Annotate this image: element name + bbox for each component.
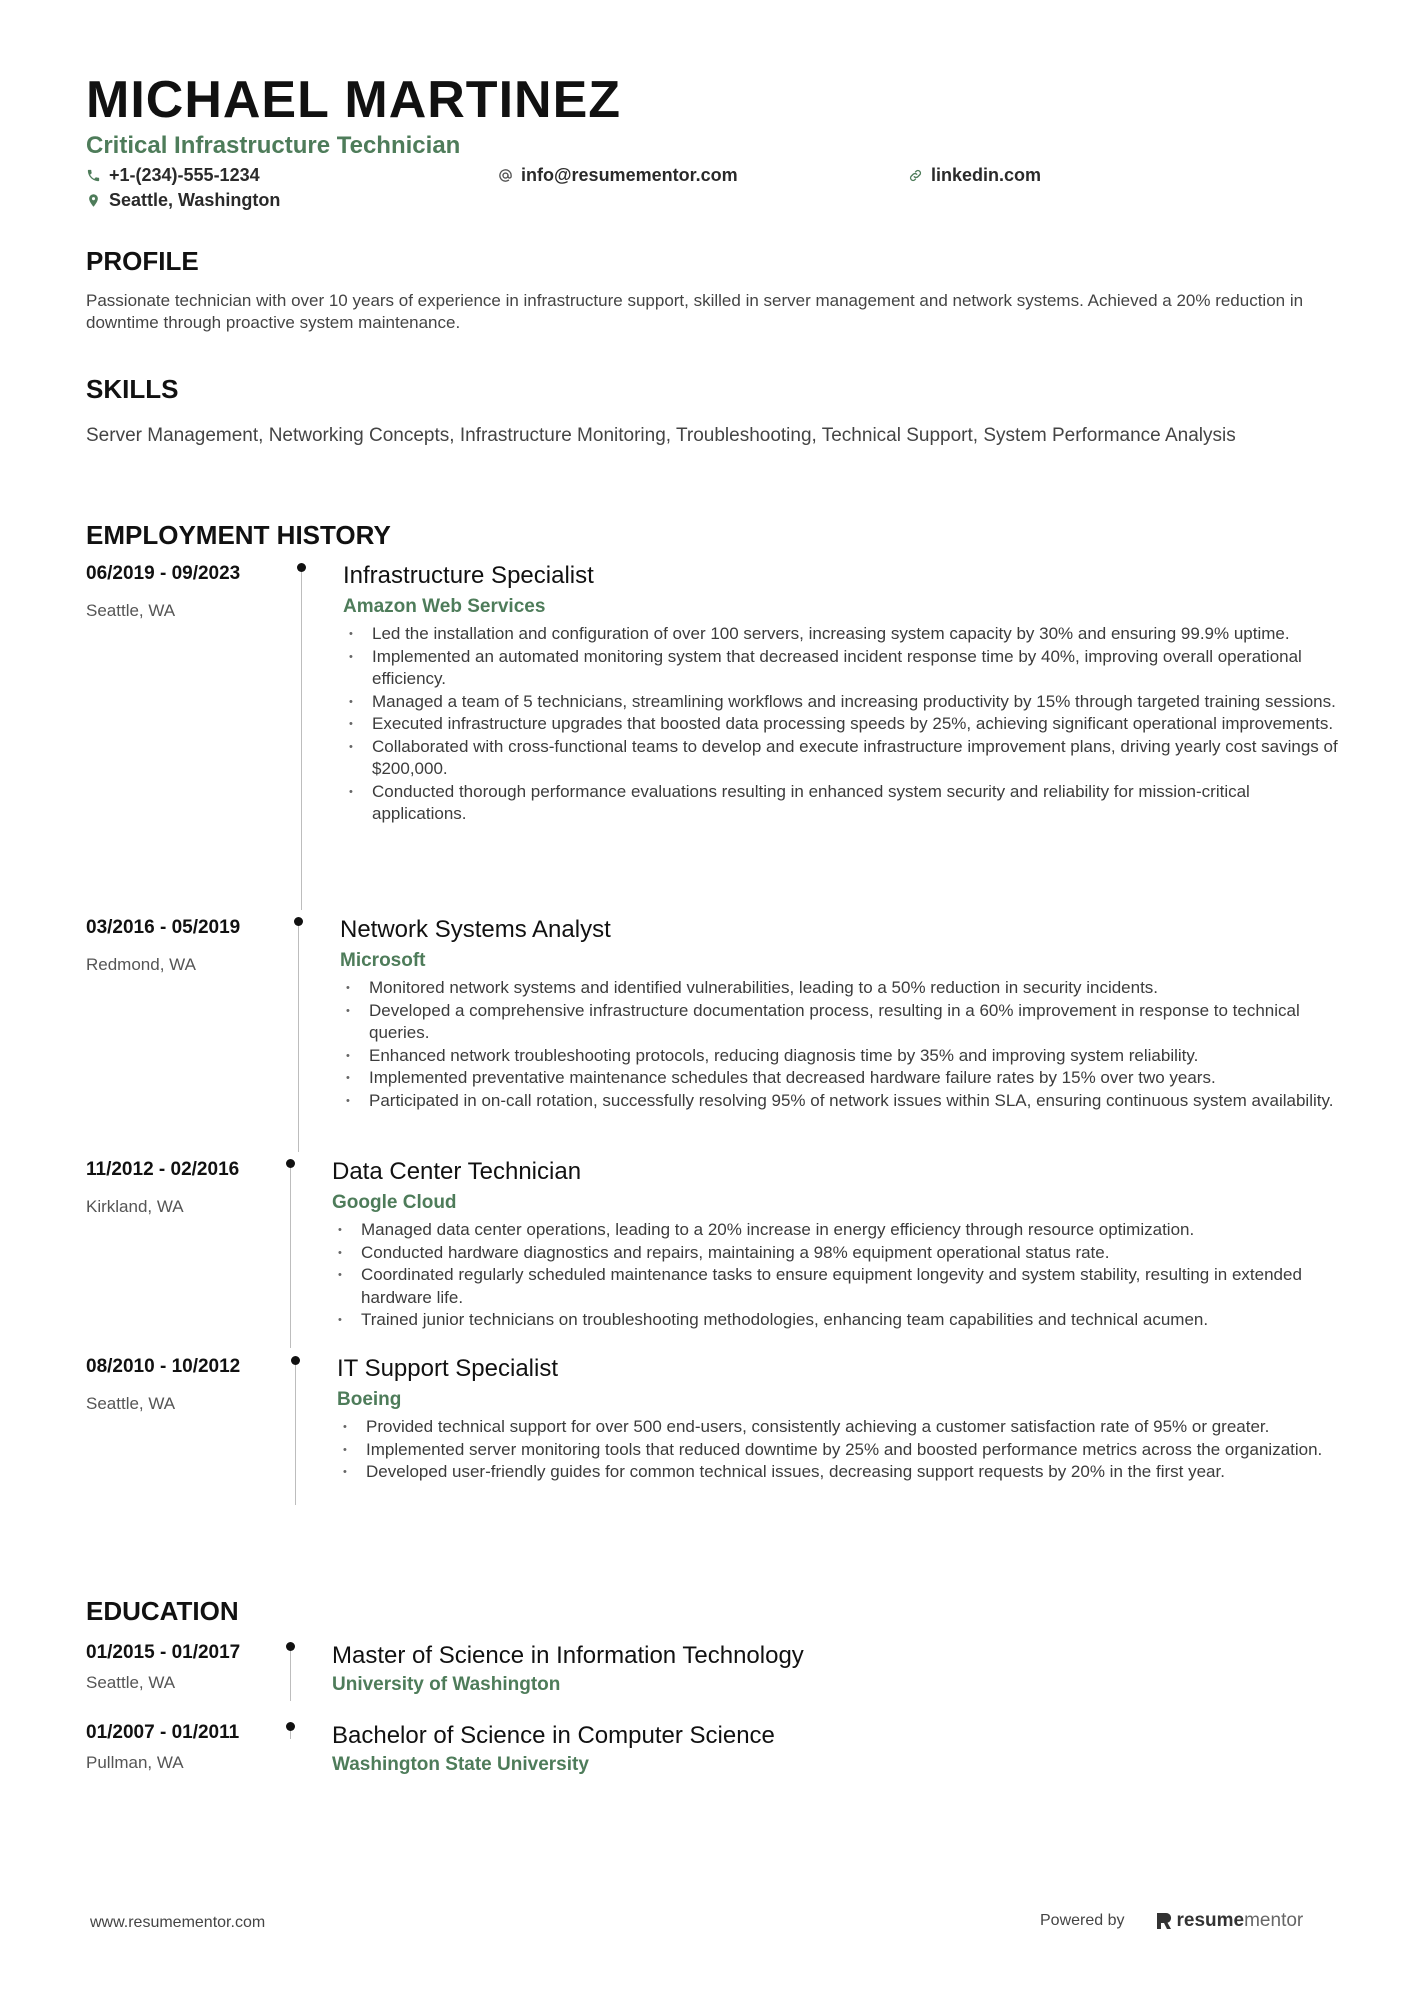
achievement-item: • Managed a team of 5 technicians, streamlining workflows and increasing productivity by 15% through targeted training sessions. (343, 691, 1343, 714)
profile-heading: PROFILE (86, 246, 199, 276)
footer-website[interactable]: www.resumementor.com (90, 1914, 266, 1931)
timeline-line (290, 1651, 291, 1701)
location-text: Seattle, Washington (109, 190, 281, 210)
logo-resume-text: resume (1176, 1910, 1245, 1931)
timeline-dot (286, 1642, 295, 1651)
education-dates: 01/2015 - 01/2017 (86, 1642, 241, 1663)
job-dates: 11/2012 - 02/2016 (86, 1159, 240, 1180)
candidate-name: MICHAEL MARTINEZ (86, 71, 622, 129)
timeline-line (298, 926, 299, 1152)
achievement-item: • Enhanced network troubleshooting protocols, reducing diagnosis time by 35% and improving system reliability. (340, 1045, 1340, 1068)
profile-text: Passionate technician with over 10 years of experience in infrastructure support, skilled in server management and network systems. Achieved a 20% reduction in downtime through proactive system maintenance. (86, 291, 1304, 332)
company-name: Boeing (337, 1389, 402, 1410)
school-name: Washington State University (332, 1754, 589, 1775)
job-entry (337, 1354, 1337, 1484)
job-entry (340, 915, 1340, 1112)
employment-heading: EMPLOYMENT HISTORY (86, 520, 391, 550)
at-icon (498, 168, 513, 183)
resumementor-logo-icon (1155, 1911, 1173, 1931)
phone-number: +1-(234)-555-1234 (109, 165, 260, 185)
achievement-list (337, 1416, 1337, 1484)
link-icon (908, 168, 923, 183)
email-address[interactable]: info@resumementor.com (521, 165, 738, 185)
education-entry (332, 1641, 1332, 1701)
powered-by-label: Powered by (1040, 1912, 1125, 1929)
education-location: Pullman, WA (86, 1753, 184, 1772)
achievement-item: • Provided technical support for over 500 end-users, consistently achieving a customer satisfaction rate of 95% or greater. (337, 1416, 1337, 1439)
skills-heading: SKILLS (86, 374, 179, 404)
achievement-item: • Executed infrastructure upgrades that boosted data processing speeds by 25%, achieving significant operational improvements. (343, 713, 1343, 736)
achievement-list (332, 1219, 1336, 1332)
job-title: Critical Infrastructure Technician (86, 132, 461, 159)
achievement-item: • Collaborated with cross-functional teams to develop and execute infrastructure improvement plans, driving yearly cost savings of $200,000. (343, 736, 1343, 781)
timeline-dot (291, 1356, 300, 1365)
achievement-list (340, 977, 1340, 1112)
school-name: University of Washington (332, 1674, 561, 1695)
achievement-item: • Coordinated regularly scheduled maintenance tasks to ensure equipment longevity and system stability, resulting in extended hardware life. (332, 1264, 1336, 1309)
contact-location (86, 190, 280, 211)
education-heading: EDUCATION (86, 1596, 239, 1626)
contact-linkedin (908, 165, 1041, 186)
degree-title: Master of Science in Information Technology (332, 1642, 804, 1669)
contact-email (498, 165, 738, 186)
timeline-line (295, 1365, 296, 1505)
achievement-item: • Developed a comprehensive infrastructure documentation process, resulting in a 60% improvement in response to technical queries. (340, 1000, 1340, 1045)
location-pin-icon (86, 193, 101, 208)
achievement-item: • Implemented server monitoring tools that reduced downtime by 25% and boosted performance metrics across the organization. (337, 1439, 1337, 1462)
resumementor-logo[interactable] (1155, 1910, 1304, 1932)
timeline-dot (286, 1722, 295, 1731)
company-name: Amazon Web Services (343, 596, 546, 617)
company-name: Microsoft (340, 950, 426, 971)
company-name: Google Cloud (332, 1192, 457, 1213)
job-entry (332, 1157, 1336, 1332)
education-entry (332, 1721, 1332, 1781)
position-title: IT Support Specialist (337, 1355, 559, 1382)
education-location: Seattle, WA (86, 1673, 176, 1692)
job-entry (343, 561, 1343, 826)
timeline-dot (294, 917, 303, 926)
position-title: Infrastructure Specialist (343, 562, 594, 589)
achievement-item: • Implemented an automated monitoring system that decreased incident response time by 40%, improving overall operational efficiency. (343, 646, 1343, 691)
job-location: Seattle, WA (86, 601, 176, 620)
degree-title: Bachelor of Science in Computer Science (332, 1722, 775, 1749)
achievement-item: • Participated in on-call rotation, successfully resolving 95% of network issues within SLA, ensuring continuous system availability. (340, 1090, 1340, 1113)
timeline-line (290, 1168, 291, 1348)
achievement-item: • Implemented preventative maintenance schedules that decreased hardware failure rates by 15% over two years. (340, 1067, 1340, 1090)
contact-phone (86, 165, 260, 186)
achievement-item: • Managed data center operations, leading to a 20% increase in energy efficiency through resource optimization. (332, 1219, 1336, 1242)
job-location: Kirkland, WA (86, 1197, 184, 1216)
achievement-list (343, 623, 1343, 826)
achievement-item: • Conducted thorough performance evaluations resulting in enhanced system security and reliability for mission-critical applications. (343, 781, 1343, 826)
position-title: Network Systems Analyst (340, 916, 611, 943)
achievement-item: • Led the installation and configuration of over 100 servers, increasing system capacity by 30% and ensuring 99.9% uptime. (343, 623, 1343, 646)
timeline-line (290, 1731, 291, 1739)
job-dates: 08/2010 - 10/2012 (86, 1356, 241, 1377)
timeline-dot (297, 563, 306, 572)
achievement-item: • Developed user-friendly guides for common technical issues, decreasing support requests by 20% in the first year. (337, 1461, 1337, 1484)
achievement-item: • Trained junior technicians on troubleshooting methodologies, enhancing team capabilities and technical acumen. (332, 1309, 1336, 1332)
job-location: Redmond, WA (86, 955, 196, 974)
achievement-item: • Conducted hardware diagnostics and repairs, maintaining a 98% equipment operational status rate. (332, 1242, 1336, 1265)
linkedin-link[interactable]: linkedin.com (931, 165, 1042, 185)
footer-powered (1040, 1910, 1303, 1932)
achievement-item: • Monitored network systems and identified vulnerabilities, leading to a 50% reduction in security incidents. (340, 977, 1340, 1000)
job-dates: 03/2016 - 05/2019 (86, 917, 241, 938)
job-location: Seattle, WA (86, 1394, 176, 1413)
job-dates: 06/2019 - 09/2023 (86, 563, 241, 584)
phone-icon (86, 168, 101, 183)
skills-text: Server Management, Networking Concepts, Infrastructure Monitoring, Troubleshooting, Technical Support, System Performance Analysis (86, 425, 1236, 446)
education-dates: 01/2007 - 01/2011 (86, 1722, 240, 1743)
logo-mentor-text: mentor (1244, 1910, 1304, 1931)
position-title: Data Center Technician (332, 1158, 582, 1185)
timeline-dot (286, 1159, 295, 1168)
timeline-line (301, 572, 302, 910)
